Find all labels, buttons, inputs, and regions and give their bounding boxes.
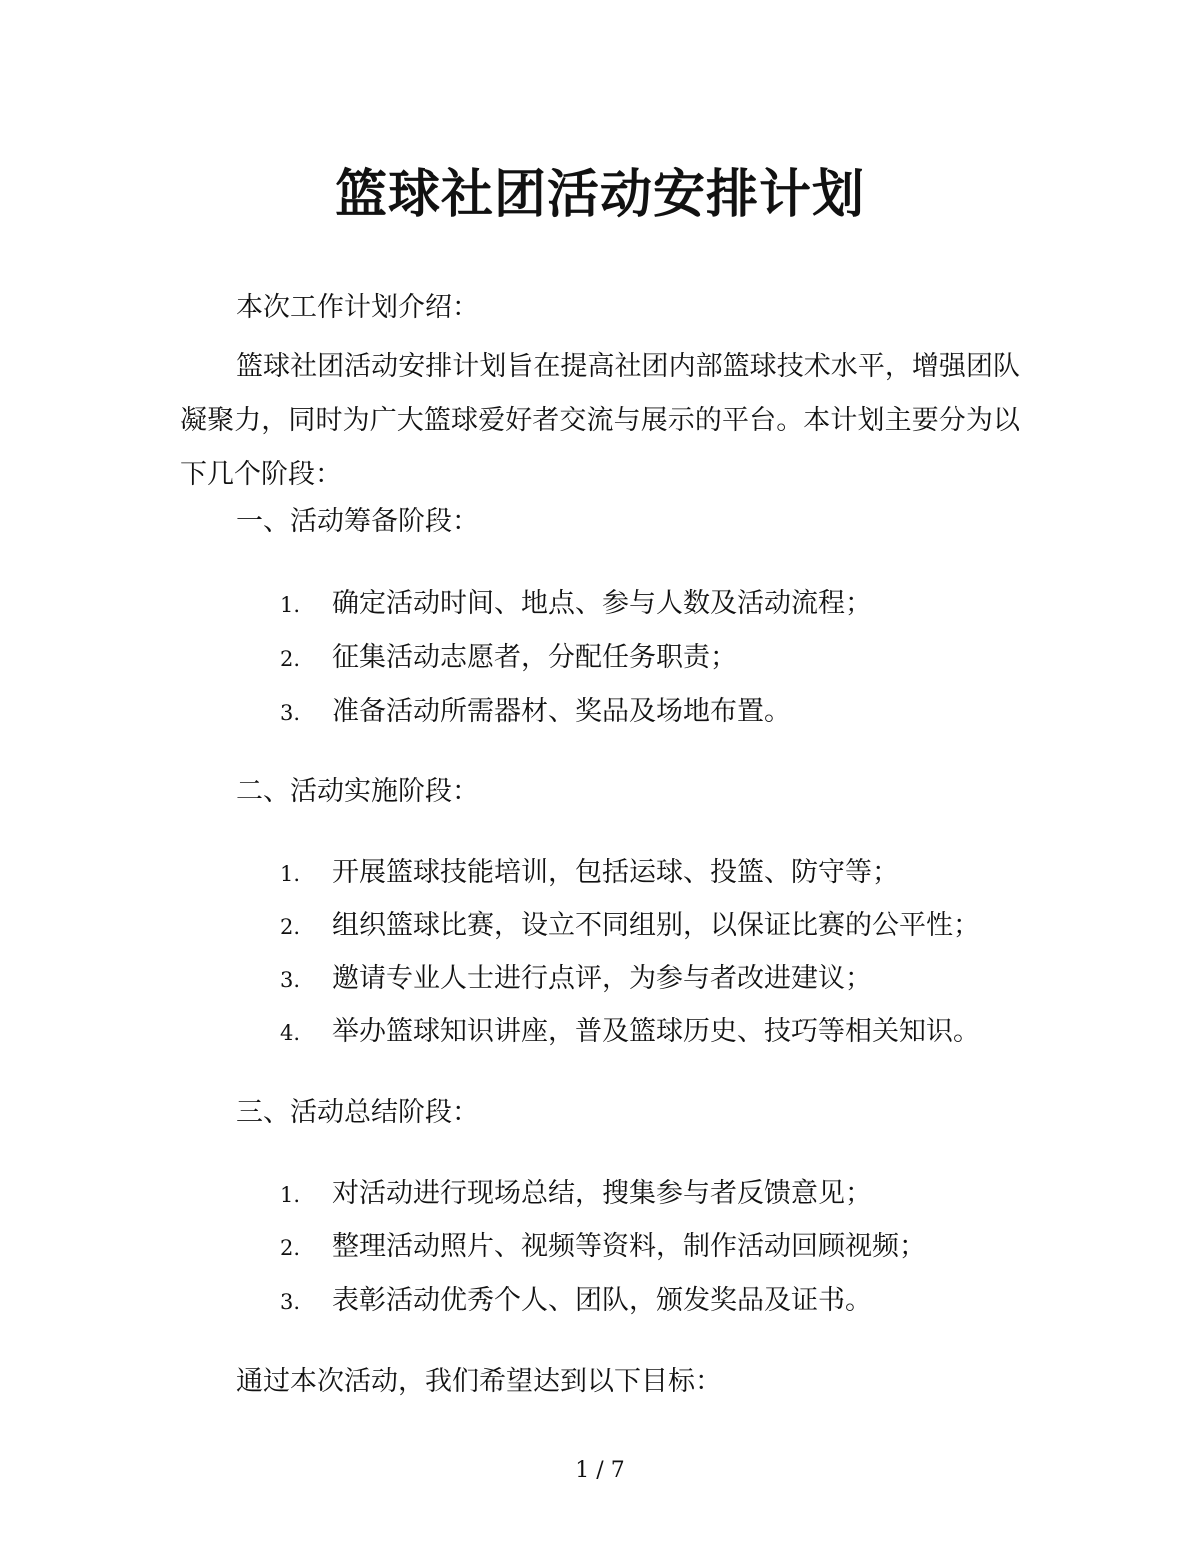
- list-item-text: 确定活动时间、地点、参与人数及活动流程；: [332, 588, 872, 619]
- list-item-text: 邀请专业人士进行点评，为参与者改进建议；: [332, 963, 872, 994]
- section-heading-summary: 三、活动总结阶段：: [236, 1097, 479, 1128]
- intro-heading: 本次工作计划介绍：: [236, 292, 479, 323]
- list-item: [280, 1283, 872, 1320]
- section-heading-prep: 一、活动筹备阶段：: [236, 506, 479, 537]
- list-item: [280, 1014, 980, 1051]
- list-item: [280, 908, 980, 945]
- list-item-number: 2.: [280, 915, 301, 939]
- list-item: [280, 1176, 872, 1213]
- list-item-number: 3.: [280, 1290, 301, 1314]
- list-item-number: 2.: [280, 647, 301, 671]
- list-item-text: 整理活动照片、视频等资料，制作活动回顾视频；: [332, 1231, 926, 1262]
- list-item-number: 3.: [280, 968, 301, 992]
- closing-text: 通过本次活动，我们希望达到以下目标：: [236, 1366, 722, 1397]
- list-item-number: 1.: [280, 593, 301, 617]
- list-item-text: 组织篮球比赛，设立不同组别，以保证比赛的公平性；: [332, 910, 980, 941]
- list-item-text: 表彰活动优秀个人、团队，颁发奖品及证书。: [332, 1285, 872, 1316]
- list-item-number: 4.: [280, 1021, 301, 1045]
- list-item-number: 3.: [280, 701, 301, 725]
- list-item-text: 征集活动志愿者，分配任务职责；: [332, 642, 737, 673]
- list-item-number: 1.: [280, 862, 301, 886]
- list-item-text: 对活动进行现场总结，搜集参与者反馈意见；: [332, 1178, 872, 1209]
- document-title: 篮球社团活动安排计划: [334, 164, 865, 225]
- list-item: [280, 640, 737, 677]
- list-item-number: 1.: [280, 1183, 301, 1207]
- list-item: [280, 1229, 926, 1266]
- section-heading-implementation: 二、活动实施阶段：: [236, 776, 479, 807]
- list-item-number: 2.: [280, 1236, 301, 1260]
- list-item-text: 举办篮球知识讲座，普及篮球历史、技巧等相关知识。: [332, 1016, 980, 1047]
- list-item-text: 开展篮球技能培训，包括运球、投篮、防守等；: [332, 857, 899, 888]
- list-item: [280, 694, 791, 731]
- list-item: [280, 961, 872, 998]
- list-item-text: 准备活动所需器材、奖品及场地布置。: [332, 696, 791, 727]
- list-item: [280, 586, 872, 623]
- intro-paragraph: 篮球社团活动安排计划旨在提高社团内部篮球技术水平，增强团队凝聚力，同时为广大篮球爱好者交流与展示的平台。本计划主要分为以下几个阶段：: [180, 351, 1020, 490]
- page-number: 1 / 7: [575, 1458, 625, 1483]
- list-item: [280, 855, 899, 892]
